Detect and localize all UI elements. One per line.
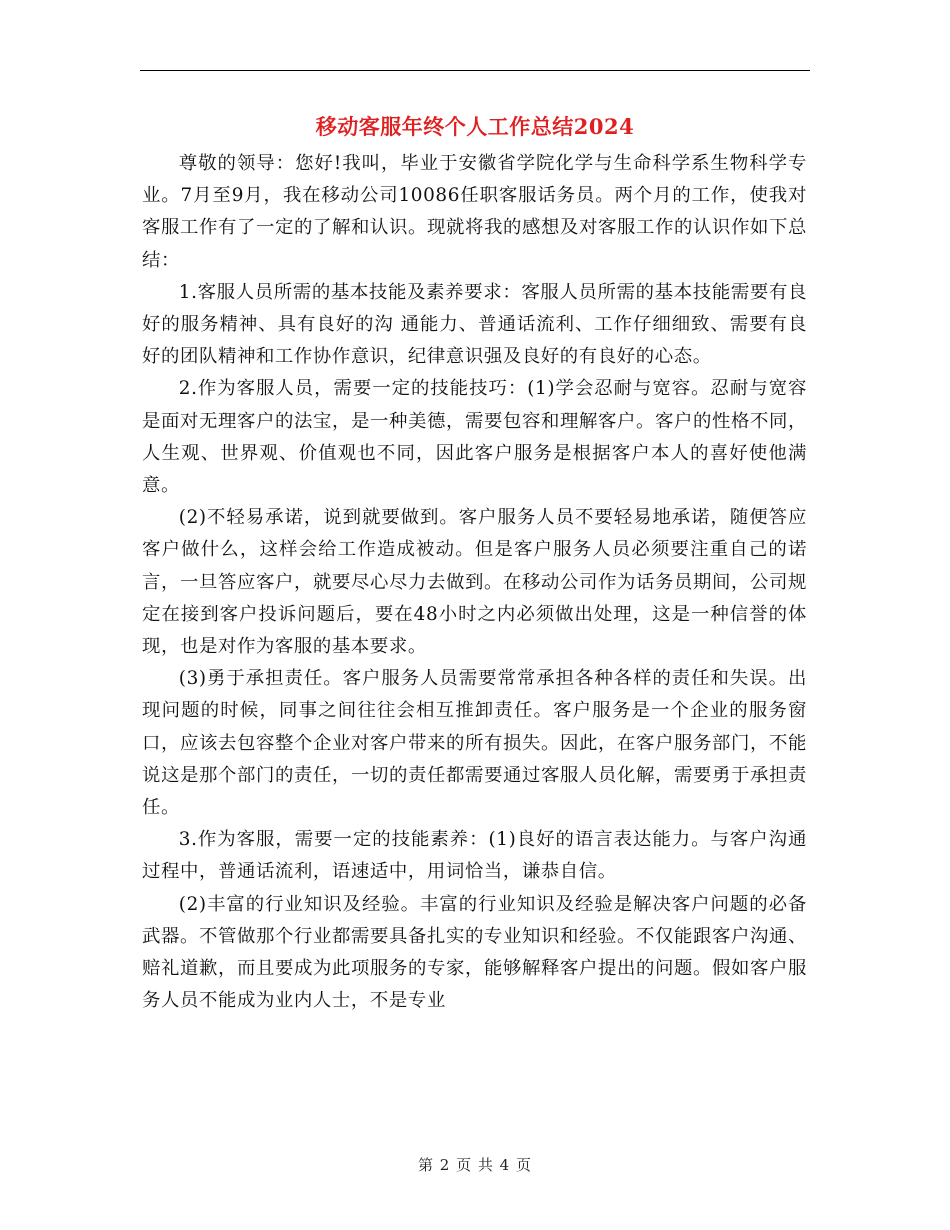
header-rule <box>140 70 810 71</box>
paragraph-keep-promises: (2)不轻易承诺，说到就要做到。客户服务人员不要轻易地承诺，随便答应客户做什么，这样会给工作造成被动。但是客户服务人员必须要注重自己的诺言，一旦答应客户，就要尽心尽力去做到。在移动公司作为话务员期间，公司规定在接到客户投诉问题后，要在48小时之内必须做出处理，这是一种信誉的体现，也是对作为客服的基本要求。 <box>142 507 807 658</box>
paragraph-patience-tolerance: 2.作为客服人员，需要一定的技能技巧：(1)学会忍耐与宽容。忍耐与宽容是面对无理客户的法宝，是一种美德，需要包容和理解客户。客户的性格不同，人生观、世界观、价值观也不同，因此客户服务是根据客户本人的喜好使他满意。 <box>142 378 807 497</box>
paragraph-industry-knowledge: (2)丰富的行业知识及经验。丰富的行业知识及经验是解决客户问题的必备武器。不管做那个行业都需要具备扎实的专业知识和经验。不仅能跟客户沟通、赔礼道歉，而且要成为此项服务的专家，能够解释客户提出的问题。假如客户服务人员不能成为业内人士，不是专业 <box>142 893 807 1012</box>
document-body <box>142 148 807 1017</box>
paragraph-language-skills: 3.作为客服，需要一定的技能素养：(1)良好的语言表达能力。与客户沟通过程中，普通话流利，语速适中，用词恰当，谦恭自信。 <box>142 829 807 883</box>
paragraph-greeting: 尊敬的领导：您好!我叫，毕业于安徽省学院化学与生命科学系生物科学专业。7月至9月，我在移动公司10086任职客服话务员。两个月的工作，使我对客服工作有了一定的了解和认识。现就将我的感想及对客服工作的认识作如下总结： <box>142 153 807 271</box>
document-title: 移动客服年终个人工作总结2024 <box>315 114 635 139</box>
page-number-footer: 第 2 页 共 4 页 <box>418 1156 532 1174</box>
paragraph-take-responsibility: (3)勇于承担责任。客户服务人员需要常常承担各种各样的责任和失误。出现问题的时候，同事之间往往会相互推卸责任。客户服务是一个企业的服务窗口，应该去包容整个企业对客户带来的所有损失。因此，在客户服务部门，不能说这是那个部门的责任，一切的责任都需要通过客服人员化解，需要勇于承担责任。 <box>142 668 807 819</box>
paragraph-basic-skills: 1.客服人员所需的基本技能及素养要求：客服人员所需的基本技能需要有良好的服务精神、具有良好的沟 通能力、普通话流利、工作仔细细致、需要有良好的团队精神和工作协作意识，纪律意识强及良好的有良好的心态。 <box>142 281 807 368</box>
